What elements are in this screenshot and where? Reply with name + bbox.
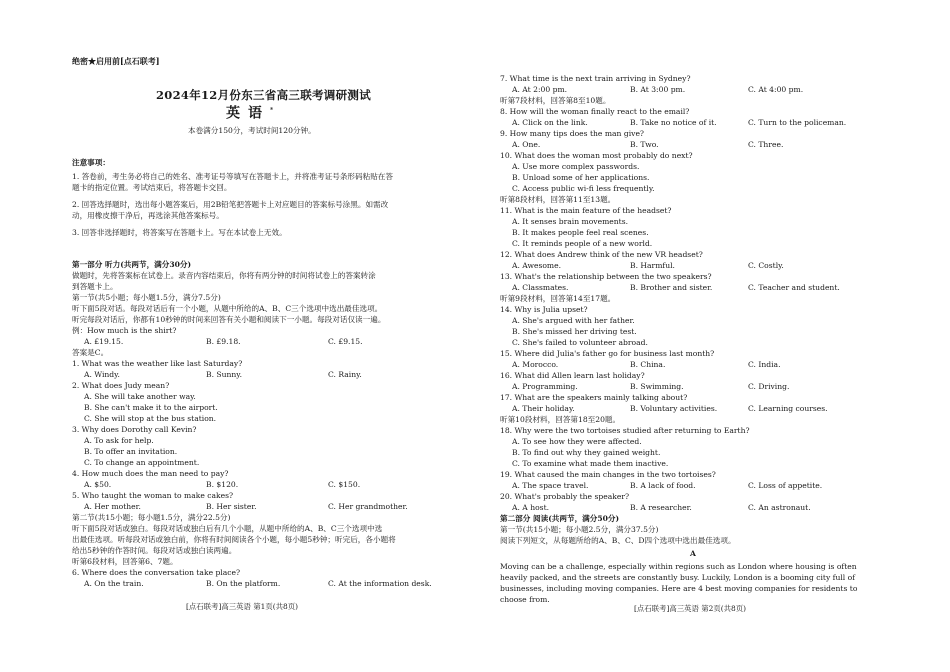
- option: B. On the platform.: [206, 579, 281, 588]
- option: A. It senses brain movements.: [512, 217, 629, 226]
- option: C. Turn to the policeman.: [748, 118, 847, 127]
- option: C. Three.: [748, 140, 784, 149]
- question: 19. What caused the main changes in the two tortoises?: [500, 470, 716, 479]
- exam-title: 2024年12月份东三省高三联考调研测试: [156, 88, 372, 102]
- option: C. Her grandmother.: [328, 502, 408, 511]
- question: 17. What are the speakers mainly talking about?: [500, 393, 688, 402]
- material-group: 听第6段材料，回答第6、7题。: [72, 557, 178, 566]
- option: B. China.: [630, 360, 666, 369]
- option: A. £19.15.: [84, 337, 124, 346]
- option: B. Unload some of her applications.: [512, 173, 650, 182]
- question: 5. Who taught the woman to make cakes?: [72, 491, 234, 500]
- option: C. At 4:00 pm.: [748, 85, 804, 94]
- option: B. Take no notice of it.: [630, 118, 717, 127]
- option: A. On the train.: [84, 579, 144, 588]
- question: 13. What's the relationship between the two speakers?: [500, 272, 712, 281]
- example-answer: 答案是C。: [72, 348, 109, 357]
- question: 3. Why does Dorothy call Kevin?: [72, 425, 197, 434]
- option: B. It makes people feel real scenes.: [512, 228, 649, 237]
- option: A. At 2:00 pm.: [512, 85, 568, 94]
- question: 1. What was the weather like last Saturday?: [72, 359, 243, 368]
- option: B. Sunny.: [206, 370, 242, 379]
- question: 7. What time is the next train arriving in Sydney?: [500, 74, 691, 83]
- notice-line: 3. 回答非选择题时，将答案写在答题卡上。写在本试卷上无效。: [72, 228, 287, 237]
- option: C. Loss of appetite.: [748, 481, 823, 490]
- option: C. $150.: [328, 480, 361, 489]
- notice-line: 动，用橡皮擦干净后，再选涂其他答案标号。: [72, 211, 224, 220]
- option: B. Her sister.: [206, 502, 257, 511]
- option: A. Awesome.: [512, 261, 562, 270]
- question: 15. Where did Julia's father go for business last month?: [500, 349, 715, 358]
- option: B. Two.: [630, 140, 659, 149]
- option: B. A lack of food.: [630, 481, 696, 490]
- option: A. A host.: [512, 503, 550, 512]
- question: 11. What is the main feature of the headset?: [500, 206, 672, 215]
- option: A. Use more complex passwords.: [512, 162, 640, 171]
- option: C. She will stop at the bus station.: [84, 414, 217, 423]
- section2-intro: 给出5秒钟的作答时间。每段对话或独白读两遍。: [72, 546, 237, 555]
- part2-intro: 阅读下列短文，从每题所给的A、B、C、D四个选项中选出最佳选项。: [500, 536, 736, 545]
- option: A. Click on the link.: [512, 118, 588, 127]
- option: B. To find out why they gained weight.: [512, 448, 661, 457]
- question: 12. What does Andrew think of the new VR headset?: [500, 250, 703, 259]
- option: A. Her mother.: [84, 502, 141, 511]
- material-group: 听第7段材料，回答第8至10题。: [500, 96, 611, 105]
- section1-title: 第一节(共5小题；每小题1.5分，满分7.5分): [72, 293, 221, 302]
- section2-intro: 出最佳选项。听每段对话或独白前，你将有时间阅读各个小题，每小题5秒钟；听完后，各小题将: [72, 535, 396, 544]
- option: B. Harmful.: [630, 261, 675, 270]
- part2-title: 第二部分 阅读(共两节，满分50分): [500, 514, 620, 523]
- option: A. Their holiday.: [512, 404, 575, 413]
- page-footer: [点石联考]高三英语 第1页(共8页): [186, 602, 298, 611]
- exam-info: 本卷满分150分，考试时间120分钟。: [188, 126, 316, 135]
- passage-line: heavily packed, and the streets are constantly busy. Luckily, London is a booming city full of: [500, 573, 856, 582]
- option: C. Teacher and student.: [748, 283, 840, 292]
- question: 2. What does Judy mean?: [72, 381, 170, 390]
- material-group: 听第10段材料，回答第18至20题。: [500, 415, 621, 424]
- question: 4. How much does the man need to pay?: [72, 469, 229, 478]
- option: A. She's argued with her father.: [512, 316, 635, 325]
- exam-page-2: [478, 0, 950, 672]
- option: B. Brother and sister.: [630, 283, 713, 292]
- option: A. $50.: [84, 480, 112, 489]
- part1-title: 第一部分 听力(共两节，满分30分): [72, 260, 192, 269]
- question: 20. What's probably the speaker?: [500, 492, 630, 501]
- option: C. Costly.: [748, 261, 784, 270]
- example-question: 例：How much is the shirt?: [72, 326, 177, 335]
- option: B. Voluntary activities.: [630, 404, 718, 413]
- section1-intro: 听下面5段对话。每段对话后有一个小题，从题中所给的A、B、C三个选项中选出最佳选项。: [72, 304, 383, 313]
- option: A. One.: [512, 140, 541, 149]
- option: C. £9.15.: [328, 337, 363, 346]
- option: A. To see how they were affected.: [512, 437, 642, 446]
- material-group: 听第9段材料，回答第14至17题。: [500, 294, 616, 303]
- option: B. £9.18.: [206, 337, 241, 346]
- option: C. Driving.: [748, 382, 790, 391]
- notice-line: 1. 答卷前，考生务必将自己的姓名、准考证号等填写在答题卡上，并将准考证号条形码粘贴在答: [72, 172, 393, 181]
- option: C. At the information desk.: [328, 579, 432, 588]
- option: B. She can't make it to the airport.: [84, 403, 218, 412]
- option: B. Swimming.: [630, 382, 684, 391]
- option: A. Classmates.: [512, 283, 569, 292]
- notice-line: 题卡的指定位置。考试结束后，将答题卡交回。: [72, 183, 232, 192]
- option: C. It reminds people of a new world.: [512, 239, 653, 248]
- subject-title: 英语*: [226, 105, 274, 122]
- part2-section1-title: 第一节(共15小题；每小题2.5分，满分37.5分): [500, 525, 659, 534]
- question: 8. How will the woman finally react to the email?: [500, 107, 690, 116]
- option: A. Programming.: [512, 382, 578, 391]
- option: A. Morocco.: [512, 360, 559, 369]
- option: B. To offer an invitation.: [84, 447, 178, 456]
- passage-line: Moving can be a challenge, especially within regions such as London where housing is often: [500, 562, 857, 571]
- page-footer: [点石联考]高三英语 第2页(共8页): [634, 604, 746, 613]
- question: 9. How many tips does the man give?: [500, 129, 645, 138]
- option: C. An astronaut.: [748, 503, 811, 512]
- passage-line: choose from.: [500, 595, 550, 604]
- question: 16. What did Allen learn last holiday?: [500, 371, 645, 380]
- option: C. She's failed to volunteer abroad.: [512, 338, 648, 347]
- option: C. To change an appointment.: [84, 458, 200, 467]
- option: B. $120.: [206, 480, 239, 489]
- option: A. Windy.: [84, 370, 120, 379]
- option: A. To ask for help.: [84, 436, 154, 445]
- option: A. The space travel.: [512, 481, 589, 490]
- question: 10. What does the woman most probably do next?: [500, 151, 693, 160]
- option: C. India.: [748, 360, 781, 369]
- option: C. To examine what made them inactive.: [512, 459, 669, 468]
- material-group: 听第8段材料，回答第11至13题。: [500, 195, 616, 204]
- part1-intro: 做题时，先将答案标在试卷上。录音内容结束后，你将有两分钟的时间将试卷上的答案转涂: [72, 271, 376, 280]
- question: 6. Where does the conversation take place?: [72, 568, 241, 577]
- question: 18. Why were the two tortoises studied after returning to Earth?: [500, 426, 750, 435]
- option: C. Access public wi-fi less frequently.: [512, 184, 655, 193]
- section2-intro: 听下面5段对话或独白。每段对话或独白后有几个小题，从题中所给的A、B、C三个选项中选: [72, 524, 383, 533]
- confidential-header: 绝密★启用前[点石联考]: [72, 56, 160, 66]
- option: C. Learning courses.: [748, 404, 828, 413]
- notice-title: 注意事项：: [72, 158, 110, 167]
- option: B. At 3:00 pm.: [630, 85, 686, 94]
- option: A. She will take another way.: [84, 392, 196, 401]
- part1-intro: 到答题卡上。: [72, 282, 118, 291]
- option: B. She's missed her driving test.: [512, 327, 637, 336]
- option: B. A researcher.: [630, 503, 692, 512]
- passage-letter: A: [690, 549, 696, 558]
- notice-line: 2. 回答选择题时，选出每小题答案后，用2B铅笔把答题卡上对应题目的答案标号涂黑。如需改: [72, 200, 389, 209]
- passage-line: businesses, including moving companies. Here are 4 best moving companies for residents to: [500, 584, 858, 593]
- question: 14. Why is Julia upset?: [500, 305, 588, 314]
- section1-intro: 听完每段对话后，你都有10秒钟的时间来回答有关小题和阅读下一小题。每段对话仅读一遍。: [72, 315, 386, 324]
- section2-title: 第二节(共15小题；每小题1.5分，满分22.5分): [72, 513, 231, 522]
- option: C. Rainy.: [328, 370, 362, 379]
